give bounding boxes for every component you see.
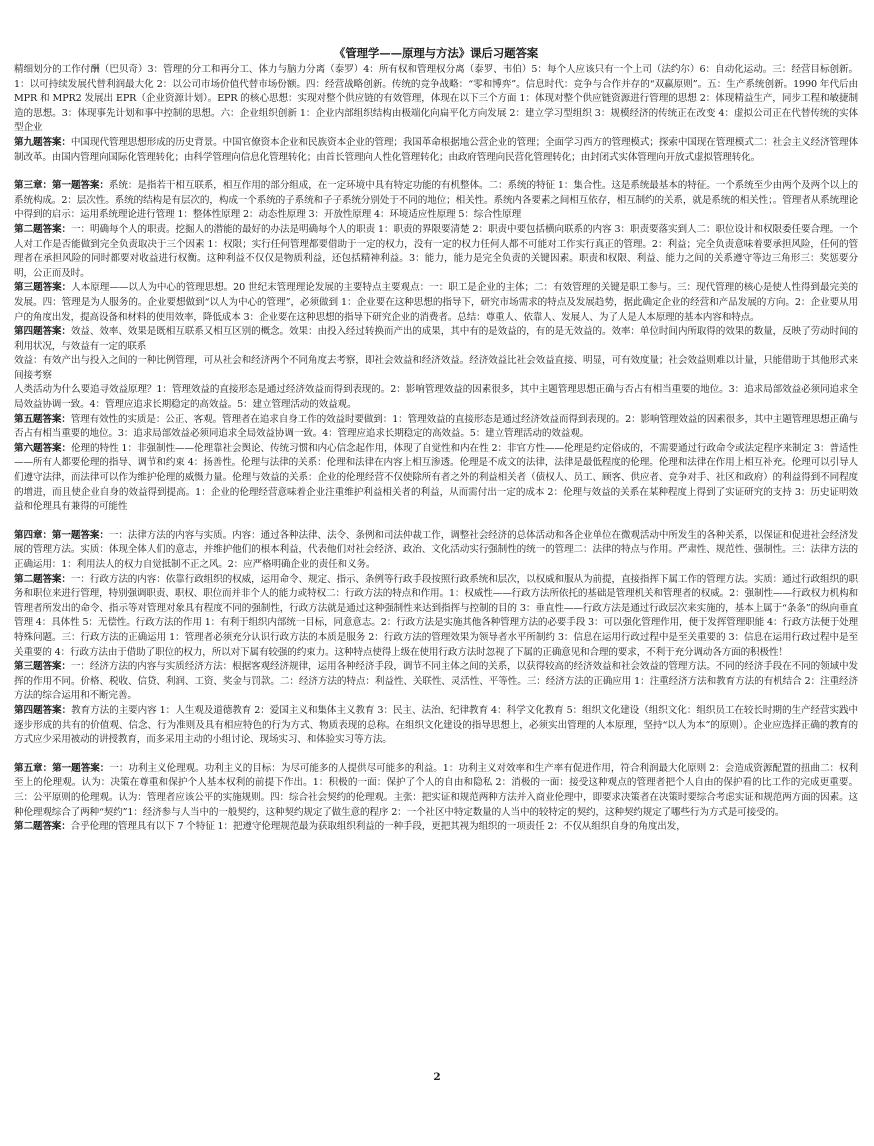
paragraph-text: 一：功利主义伦理观。功利主义的目标：为尽可能多的人提供尽可能多的利益。1：功利主义对效率和生产率有促进作用，符合利润最大化原则 2：会造成资源配置的扭曲二：权利至上的伦理观。认为：决策在尊重和保护个人基本权利的前提下作出。1：积极的一面：保护了个人的自由和隐私 2：消极的一面：接受这种观点的管理者把个人自由的保护看的比工作的完成更重要。三：公平原则的伦理观。认为：管理者应该公平的实施规则。四：综合社会契约的伦理观。主张：把实证和规范两种方法并入商业伦理中，即要求决策者在决策时要综合考虑实证和规范两方面的因素。这种伦理观综合了两种“契约”1：经济参与人当中的一般契约，这种契约规定了做生意的程序 2：一个社区中特定数量的人当中的较特定的契约，这种契约规定了哪些行为方式是可接受的。 (14, 762, 858, 818)
paragraph (14, 325, 858, 354)
paragraph-text: 系统：是指若干相互联系，相互作用的部分组成，在一定环境中具有特定功能的有机整体。二：系统的特征 1：集合性。这是系统最基本的特征。一个系统至少由两个及两个以上的系统构成。2：层次性。系统的结构是有层次的，构成一个系统的子系统和子子系统分别处于不同的地位；相关性。系统内各要素之间相互依存，相互制约的关系，就是系统的相关性；。管理者从系统理论中得到的启示：运用系统理论进行管理 1：整体性原理 2：动态性原理 3：开放性原理 4：环境适应性原理 5：综合性原理 (14, 180, 859, 221)
document-body (14, 63, 858, 835)
paragraph (14, 383, 858, 412)
paragraph (14, 820, 858, 835)
paragraph (14, 281, 858, 325)
paragraph (14, 660, 858, 704)
paragraph-text: 精细划分的工作付酬（巴贝奇）3：管理的分工和再分工、体力与脑力分离（泰罗）4：所有权和管理权分离（泰罗、韦伯）5：每个人应该只有一个上司（法约尔）6：自动化运动。三：经营目标创新。1：以可持续发展代替利润最大化 2：以公司市场价值代替市场份额。四：经营战略创新。传统的竞争战略：“零和博弈”。信息时代：竞争与合作并存的“双赢原则”。五：生产系统创新。1990 年代后由 MPR 和 MPR2 发展出 EPR（企业资源计划）。EPR 的核心思想：实现对整个供应链的有效管理，体现在以下三个方面 1：体现对整个供应链资源进行管理的思想 2：体现精益生产，同步工程和敏捷制造的思想。3：体现事先计划和事中控制的思想。六：企业组织创新 1：企业内部组织结构由极端化向扁平化方向发展 2：建立学习型组织 3：规模经济的传统正在改变 4：虚拟公司正在代替传统的实体型企业 (14, 64, 858, 134)
paragraph-text: 人类活动为什么要追寻效益原理？1：管理效益的直接形态是通过经济效益而得到表现的。2：影响管理效益的因素很多，其中主题管理思想正确与否占有相当重要的地位。3：追求局部效益必须同追求全局效益协调一致。4：管理应追求长期稳定的高效益。5：建立管理活动的效益观。 (14, 384, 858, 411)
paragraph (14, 413, 858, 442)
paragraph (14, 223, 858, 281)
paragraph-text: 管理有效性的实质是：公正、客观。管理者在追求自身工作的效益时要做到：1：管理效益的直接形态是通过经济效益而得到表现的。2：影响管理效益的因素很多，其中主题管理思想正确与否占有相当重要的地位。3：追求局部效益必须同追求全局效益协调一致。4：管理应追求长期稳定的高效益。5：建立管理活动的效益观。 (14, 413, 858, 440)
question-heading: 第九题答案： (14, 136, 71, 148)
page-number: 2 (433, 1071, 441, 1083)
question-heading: 第二题答案： (14, 821, 71, 833)
question-heading: 第六题答案： (14, 442, 72, 454)
question-heading: 第四题答案： (14, 704, 72, 716)
paragraph-text: 一：经济方法的内容与实质经济方法：根据客观经济规律，运用各种经济手段，调节不同主体之间的关系，以获得较高的经济效益和社会效益的管理方法。不同的经济手段在不同的领域中发挥的作用不同。价格、税收、信贷、利润、工资、奖金与罚款。二：经济方法的特点：利益性、关联性、灵活性、平等性。三：经济方法的正确应用 1：注重经济方法和教育方法的有机结合 2：注重经济方法的综合运用和不断完善。 (14, 661, 858, 702)
paragraph (14, 179, 858, 223)
question-heading: 第三章：第一题答案： (14, 180, 109, 192)
paragraph-text: 教育方法的主要内容 1：人生观及道德教育 2：爱国主义和集体主义教育 3：民主、法治、纪律教育 4：科学文化教育 5：组织文化建设（组织文化：组织员工在较长时期的生产经营实践中逐步形成的共有的价值观、信念、行为准则及具有相应特色的行为方式、物质表现的总称。在组织文化建设的指导思想上，必须实出管理的人本原理，坚持“以人为本”的原则）。企业应选择正确的教育的方式应少采用被动的讲授教育，而多采用主动的小组讨论、现场实习、和体验实习等方法。 (14, 704, 858, 746)
paragraph (14, 442, 858, 515)
question-heading: 第三题答案： (14, 661, 71, 673)
paragraph (14, 573, 858, 661)
paragraph-text: 效益：有效产出与投入之间的一种比例管理，可从社会和经济两个不同角度去考察，即社会效益和经济效益。经济效益比社会效益直接、明显，可有效度量；社会效益则难以计量，只能借助于其他形式来间接考察 (14, 355, 858, 381)
paragraph-text: 合乎伦理的管理具有以下 7 个特征 1：把遵守伦理规范最为获取组织利益的一种手段，更把其视为组织的一项责任 2：不仅从组织自身的角度出发， (70, 821, 686, 833)
document-title: 《管理学——原理与方法》课后习题答案 (333, 46, 539, 60)
paragraph (14, 704, 858, 748)
paragraph-text: 一：行政方法的内容：依靠行政组织的权威，运用命令、规定、指示、条例等行政手段按照行政系统和层次，以权威和服从为前提，直接指挥下属工作的管理方法。实质：通过行政组织的职务和职位来进行管理，特别强调职责、职权、职位而并非个人的能力或特权二：行政方法的特点和作用。1：权威性——行政方法所依托的基础是管理机关和管理者的权威。2：强制性——行政权力机构和管理者所发出的命令、指示等对管理对象具有程度不同的强制性，行政方法就是通过这种强制性来达到指挥与控制的目的 3：垂直性——行政方法是通过行政层次来实施的，基本上属于“条条”的纵向垂直管理 4：具体性 5：无偿性。行政方法的作用 1：有利于组织内部统一目标，同意意志。2：行政方法是实施其他各种管理方法的必要手段 3：可以强化管理作用，便于发挥管理职能 4：行政方法便于处理特殊问题。三：行政方法的正确运用 1：管理者必须充分认识行政方法的本质是服务 2：行政方法的管理效果为领导者水平所制约 3：信息在运用行政过程中是至关重要的 3：信息在运用行政过程中是至关重要的 4：行政方法由于借助了职位的权力，所以对下属有较强的约束力。这种特点使得上级在使用行政方法时忽视了下属的正确意见和合理的要求，不利于充分调动各方面的积极性！ (14, 573, 858, 658)
paragraph (14, 529, 858, 573)
question-heading: 第五章：第一题答案： (14, 762, 110, 774)
paragraph-text: 人本原理——以人为中心的管理思想。20 世纪末管理理论发展的主要特点主要观点：一：职工是企业的主体；二：有效管理的关键是职工参与。三：现代管理的核心是使人性得到最完美的发展。四：管理是为人服务的。企业要想做到“以人为中心的管理”，必须做到 1：企业要在这种思想的指导下，研究市场需求的特点及发展趋势，据此确定企业的经营和产品发展的方向。2：企业要从用户的角度出发，提高设备和材料的使用效率，降低成本 3：企业要在这种思想的指导下研究企业的消费者。总结：尊重人、依靠人、发展人、为了人是人本原理的基本内容和特点。 (14, 282, 859, 323)
paragraph (14, 354, 858, 383)
question-heading: 第四章：第一题答案： (14, 529, 109, 541)
paragraph-text: 一：明确每个人的职责。挖掘人的潜能的最好的办法是明确每个人的职责 1：职责的界限要清楚 2：职责中要包括横向联系的内容 3：职责要落实到人二：职位设计和权限委任要合理。一个人对工作是否能做到完全负责取决于三个因素 1：权限；实行任何管理都要借助于一定的权力，没有一定的权力任何人都不可能对工作实行真正的管理。2：利益；完全负责意味着要承担风险，任何的管理者在承担风险的同时都要对收益进行权衡。这种利益不仅仅是物质利益，还包括精神利益。3：能力，能力是完全负责的关键因素。职责和权限、利益、能力之间的关系遵守等边三角形三：奖惩要分明，公正而及时。 (14, 223, 858, 279)
paragraph (14, 63, 858, 136)
question-heading: 第二题答案： (14, 223, 72, 235)
question-heading: 第四题答案： (14, 326, 71, 338)
question-heading: 第三题答案： (14, 282, 72, 294)
paragraph (14, 136, 858, 165)
paragraph-text: 中国现代管理思想形成的历史背景。中国官僚资本企业和民族资本企业的管理；我国革命根据地公营企业的管理；全面学习西方的管理模式；探索中国现在管理模式二：社会主义经济管理体制改革。由国内管理向国际化管理转化；由科学管理向信息化管理转化；由首长管理向人性化管理转化；由政府管理向民营化管理转化；由封闭式实体管理向开放式虚拟管理转化。 (14, 136, 858, 163)
paragraph-text: 效益、效率、效果是既相互联系又相互区别的概念。效果：由投入经过转换而产出的成果，其中有的是效益的，有的是无效益的。效率：单位时间内所取得的效果的数量，反映了劳动时间的利用状况，与效益有一定的联系 (14, 326, 858, 352)
paragraph (14, 762, 858, 820)
paragraph-text: 伦理的特性 1：非强制性——伦理靠社会舆论、传统习惯和内心信念起作用，体现了自觉性和内在性 2：非官方性——伦理是约定俗成的，不需要通过行政命令或法定程序来制定 3：普适性——所有人都要伦理的指导、调节和约束 4：扬善性。伦理与法律的关系：伦理和法律在内容上相互渗透。伦理是不成文的法律，法律是最低程度的伦理。伦理和法律在作用上相互补充。伦理可以引导人们遵守法律，而法律可以作为维护伦理的威慑力量。伦理与效益的关系：企业的伦理经营不仅使除所有者之外的利益相关者（债权人、员工、顾客、供应者、竞争对手、社区和政府）的利益得到不同程度的增进，而且使企业自身的效益得到提高。1：企业的伦理经营意味着企业注重维护利益相关者的利益，从而需付出一定的成本 2：伦理与效益的关系在某种程度上得到了实证研究的支持 3：历史证明效益和伦理具有兼得的可能性 (14, 442, 859, 513)
question-heading: 第二题答案： (14, 573, 71, 585)
paragraph-text: 一：法律方法的内容与实质。内容：通过各种法律、法令、条例和司法仲裁工作，调整社会经济的总体活动和各企业单位在微观活动中所发生的各种关系，以保证和促进社会经济发展的管理方法。实质：体现全体人们的意志，并维护他们的根本利益，代表他们对社会经济、政治、文化活动实行强制性的统一的管理二：法律的特点与作用。严肃性、规范性、强制性。三：法律方法的正确运用：1：利用法人的权力自觉抵制不正之风。2：应严格明确企业的责任和义务。 (14, 529, 859, 570)
question-heading: 第五题答案： (14, 413, 71, 425)
